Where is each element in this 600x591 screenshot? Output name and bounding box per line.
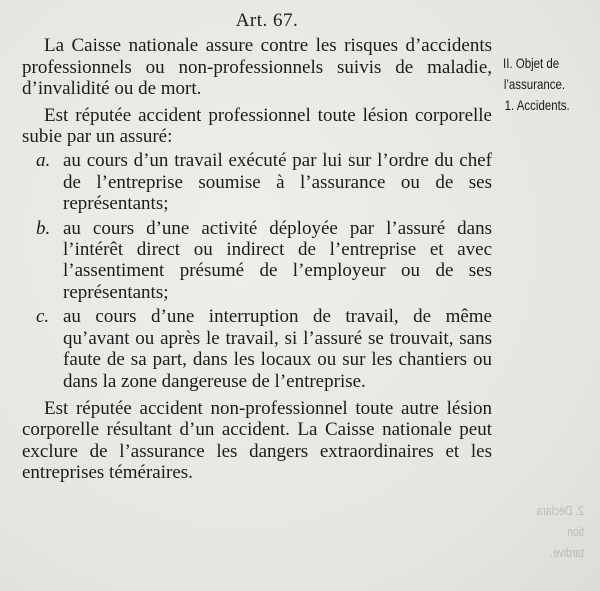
non-professional-accident-definition: Est réputée accident non-professionnel toute autre lésion corporelle résultant d’un accident. La Caisse nationale peut exclure de l’assurance les dangers extraordinaires et les entreprises téméraires. — [22, 397, 492, 484]
bleed-margin-line: tardive. — [549, 545, 584, 560]
condition-item-c — [22, 306, 492, 392]
article-intro-paragraph: La Caisse nationale assure contre les risques d’accidents professionnels ou non-professionnels suivis de maladie, d’invalidité ou de mort. — [22, 35, 492, 100]
condition-item-a — [22, 150, 492, 214]
bleed-through-margin-note — [520, 500, 584, 563]
condition-item-b — [22, 218, 492, 304]
item-text: au cours d’un travail exécuté par lui sur l’ordre du chef de l’entreprise soumise à l’assurance ou de ses représentants; — [63, 150, 492, 215]
margin-note-line: II. Objet de — [503, 55, 560, 71]
margin-note-line: l’assurance. — [503, 76, 566, 92]
item-text: au cours d’une interruption de travail, de même qu’avant ou après le travail, si l’assuré se trouvait, sans faute de sa part, dans les locaux ou sur les chantiers ou dans la zone dangereuse de l’entreprise. — [63, 306, 492, 392]
professional-accident-definition: Est réputée accident professionnel toute lésion corporelle subie par un assuré: — [22, 104, 492, 148]
bleed-margin-line: tion — [567, 524, 584, 539]
item-letter: c. — [36, 306, 50, 328]
bleed-margin-line: 2. Déclara — [536, 503, 584, 518]
professional-accident-conditions — [22, 150, 492, 391]
margin-notes — [503, 53, 581, 116]
item-letter: b. — [36, 217, 51, 239]
article-title: Art. 67. — [235, 10, 299, 31]
item-text: au cours d’une activité déployée par l’assuré dans l’intérêt direct ou indirect de l’entreprise et avec l’assentiment présumé de l’employeur ou de ses représentants; — [63, 217, 492, 303]
margin-note-line: 1. Accidents. — [504, 97, 570, 113]
item-letter: a. — [36, 150, 51, 172]
article-body — [22, 10, 492, 489]
